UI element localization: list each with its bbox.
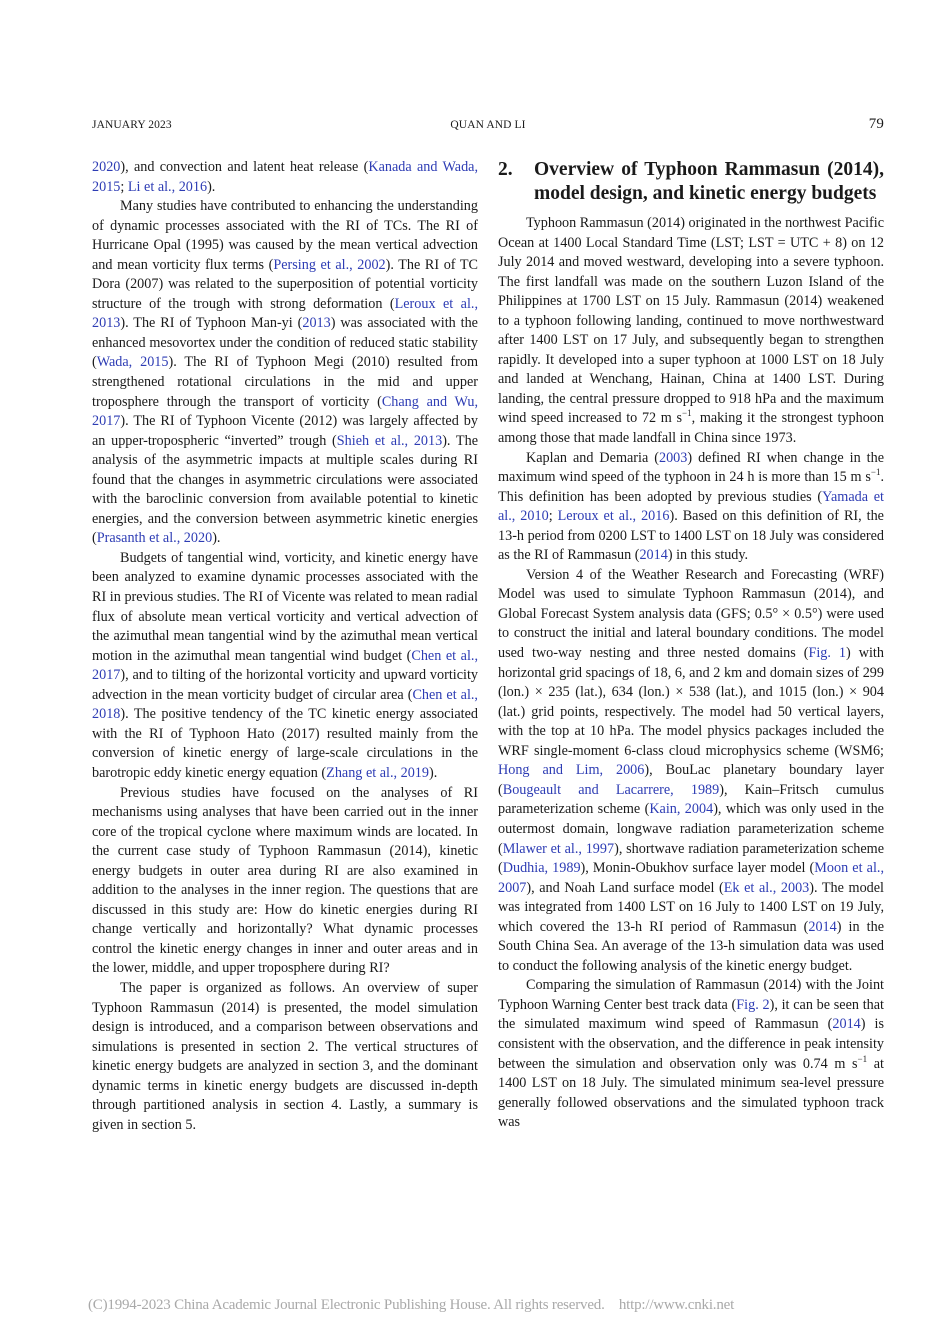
citation-link[interactable]: Leroux et al., 2016: [557, 508, 670, 525]
body-text: Kaplan and Demaria (: [526, 449, 659, 466]
citation-link[interactable]: 2013: [302, 315, 331, 332]
paragraph: [498, 566, 884, 976]
citation-link[interactable]: Yamada et al., 2010: [498, 488, 884, 525]
issue-date: JANUARY 2023: [92, 119, 172, 131]
body-text: . This definition has been adopted by previous studies (: [498, 469, 884, 505]
citation-link[interactable]: Fig. 1: [808, 645, 847, 662]
body-text: ) in the South China Sea. An average of the 13-h simulation data was used to conduct the following analysis of the kinetic energy budget.: [498, 918, 884, 974]
citation-link[interactable]: 2014: [808, 918, 837, 935]
paragraph: [498, 976, 884, 1132]
body-text: Previous studies have focused on the analyses of RI mechanisms using analyses that have been carried out in the inner core of the tropical cyclone where maximum winds are located. In the current case study of Typhoon Rammasun (2014), kinetic energy budgets in outer area during RI are also examined in addition to the analyses in the inner region. The questions that are discussed in this study are: How do kinetic energies during RI change vertically and horizontally? What dynamic processes control the kinetic energy changes in inner and outer areas and in the lower, middle, and upper troposphere during RI?: [92, 784, 478, 977]
citation-link[interactable]: Bougeault and Lacarrere, 1989: [502, 781, 720, 798]
citation-link[interactable]: Leroux et al., 2013: [92, 295, 478, 332]
citation-link[interactable]: Hong and Lim, 2006: [498, 762, 645, 779]
body-text: ), and Noah Land surface model (: [526, 879, 724, 896]
citation-link[interactable]: Prasanth et al., 2020: [96, 530, 213, 547]
body-text: ), and convection and latent heat release (: [120, 159, 369, 175]
citation-link[interactable]: 2020: [92, 159, 121, 175]
body-text: ). The RI of Typhoon Man-yi (: [120, 315, 303, 332]
right-column: [498, 158, 884, 1133]
copyright-footer: [88, 1297, 734, 1314]
paragraph: [92, 158, 478, 197]
citation-link[interactable]: Shieh et al., 2013: [336, 432, 443, 449]
superscript: −1: [857, 1053, 868, 1064]
body-text: ) in this study.: [667, 547, 749, 564]
paragraph: [92, 979, 478, 1135]
body-text: ), Kain–Fritsch cumulus parameterization scheme (: [498, 781, 884, 818]
citation-link[interactable]: Chen et al., 2017: [92, 647, 478, 684]
body-text: ). The RI of Typhoon Megi (2010) resulted from strengthened rotational circulations in the mid and upper troposphere through the transport of vorticity (: [92, 354, 478, 410]
body-text: ) defined RI when change in the maximum wind speed of the typhoon in 24 h is more than 15 m s: [498, 449, 884, 486]
citation-link[interactable]: Moon et al., 2007: [498, 860, 884, 896]
paragraph: [92, 197, 478, 549]
citation-link[interactable]: Fig. 2: [736, 996, 770, 1013]
body-text: ) with horizontal grid spacings of 18, 6, and 2 km and domain sizes of 299 (lon.) × 235 (lat.), 634 (lon.) × 538 (lat.), and 1015 (lon.) × 904 (lat.) grid points, respectively. The model had 50 vertical layers, with the top at 10 hPa. The model physics packages included the WRF single-moment 6-class cloud microphysics scheme (WSM6;: [498, 645, 884, 759]
paragraph: [92, 549, 478, 784]
citation-link[interactable]: Kain, 2004: [649, 801, 714, 818]
page-number: 79: [868, 116, 884, 132]
citation-link[interactable]: Dudhia, 1989: [502, 860, 581, 877]
body-text: ). The positive tendency of the TC kinetic energy associated with the RI of Typhoon Hato (2017) resulted mainly from the conversion of kinetic energy of large-scale circulations in the barotropic eddy kinetic energy equation (: [92, 706, 478, 781]
body-text: Comparing the simulation of Rammasun (2014) with the Joint Typhoon Warning Center best track data (: [498, 977, 884, 1013]
body-text: ). The RI of Typhoon Vicente (2012) was largely affected by an upper-tropospheric “inverted” trough (: [92, 413, 478, 449]
body-text: Budgets of tangential wind, vorticity, and kinetic energy have been analyzed to examine dynamic processes associated with the RI in previous studies. The RI of Vicente was related to mean radial flux of absolute mean vertical vorticity and vertical advection of the azimuthal mean tangential wind by the azimuthal mean vertical motion in the azimuthal mean tangential wind budget (: [92, 549, 478, 664]
body-text: ), Monin-Obukhov surface layer model (: [580, 860, 815, 877]
body-text: ).: [429, 764, 438, 781]
body-text: ), it can be seen that the simulated maximum wind speed of Rammasun (: [498, 996, 884, 1033]
body-text: ).: [212, 530, 221, 547]
body-text: , making it the strongest typhoon among those that made landfall in China since 1973.: [498, 410, 884, 447]
body-text: ). The model was integrated from 1400 LST on 16 July to 1400 LST on 19 July, which covered the 13-h RI period of Rammasun (: [498, 879, 884, 935]
section-number: 2.: [498, 159, 513, 180]
citation-link[interactable]: Zhang et al., 2019: [326, 764, 429, 781]
copyright-text: (C)1994-2023 China Academic Journal Electronic Publishing House. All rights reserved.: [88, 1297, 605, 1313]
paragraph: [498, 214, 884, 449]
body-text: ). The analysis of the asymmetric impacts at multiple scales during RI found that the changes in asymmetric circulations were associated with the baroclinic conversion from available potential to kinetic energies, and the conversion between asymmetric kinetic energies (: [92, 432, 478, 547]
body-text: The paper is organized as follows. An overview of super Typhoon Rammasun (2014) is presented, the model simulation design is introduced, and a comparison between observations and simulations is presented in section 2. The vertical structures of kinetic energy budgets are analyzed in section 3, and the dominant dynamic terms in kinetic energy budgets are discussed in-depth through partitioned analysis in section 4. Lastly, a summary is given in section 5.: [92, 979, 478, 1133]
body-text: ).: [207, 178, 216, 195]
body-text: Typhoon Rammasun (2014) originated in the northwest Pacific Ocean at 1400 Local Standard Time (LST; LST = UTC + 8) on 12 July 2014 and moved westward, developing into a severe typhoon. The first landfall was made on the southern Luzon Island of the Philippines at 1700 LST on 15 July. Rammasun (2014) weakened to a typhoon following landing, continued to move northwestward after 1400 LST on 17 July, and subsequently began to strengthen rapidly. It developed into a super typhoon at 1000 LST on 18 July and landed at Wenchang, Hainan, China at 1400 LST. During landing, the central pressure dropped to 918 hPa and the maximum wind speed increased to 72 m s: [498, 215, 884, 427]
body-text: ), which was only used in the outermost domain, longwave radiation parameterization scheme (: [498, 801, 884, 857]
citation-link[interactable]: Mlawer et al., 1997: [502, 840, 615, 857]
citation-link[interactable]: Chen et al., 2018: [92, 686, 478, 723]
right-column-body: [498, 214, 884, 1133]
paragraph: [92, 784, 478, 979]
body-text: at 1400 LST on 18 July. The simulated minimum sea-level pressure generally followed observations and the simulated typhoon track was: [498, 1055, 884, 1131]
paragraph: [498, 449, 884, 566]
superscript: −1: [870, 467, 881, 478]
body-text: ), BouLac planetary boundary layer (: [498, 762, 884, 798]
body-text: ) was associated with the enhanced mesovortex under the condition of reduced static stability (: [92, 315, 478, 371]
body-text: Version 4 of the Weather Research and Forecasting (WRF) Model was used to simulate Typhoon Rammasun (2014), and Global Forecast System analysis data (GFS; 0.5° × 0.5°) were used to construct the initial and lateral boundary conditions. The model used two-way nesting and three nested domains (: [498, 566, 884, 662]
body-text: ), and to tilting of the horizontal vorticity and upward vorticity advection in the mean vorticity budget of circular area (: [92, 667, 478, 703]
citation-link[interactable]: Persing et al., 2002: [273, 256, 386, 273]
body-text: ). The RI of TC Dora (2007) was related to the superposition of potential vorticity structure of the trough with strong deformation (: [92, 256, 478, 312]
section-title: Overview of Typhoon Rammasun (2014), model design, and kinetic energy budgets: [534, 159, 884, 204]
body-text: ) is consistent with the observation, and the difference in peak intensity between the simulation and observation only was 0.74 m s: [498, 1016, 884, 1072]
citation-link[interactable]: 2014: [832, 1016, 861, 1033]
citation-link[interactable]: Kanada and Wada, 2015: [92, 159, 479, 195]
left-column: [92, 158, 478, 1135]
authors-header: QUAN AND LI: [450, 119, 526, 131]
cnki-url: http://www.cnki.net: [618, 1297, 735, 1313]
body-text: ), shortwave radiation parameterization scheme (: [498, 840, 884, 877]
citation-link[interactable]: Li et al., 2016: [127, 178, 208, 195]
section-heading: [498, 158, 884, 206]
body-text: ;: [120, 178, 128, 195]
body-text: Many studies have contributed to enhancing the understanding of dynamic processes associated with the RI of TCs. The RI of Hurricane Opal (1995) was caused by the mean vertical advection and mean vorticity flux terms (: [92, 198, 478, 273]
citation-link[interactable]: Ek et al., 2003: [723, 879, 810, 896]
superscript: −1: [682, 408, 692, 419]
citation-link[interactable]: 2003: [658, 449, 688, 466]
running-head: [92, 116, 884, 135]
body-text: ). Based on this definition of RI, the 13-h period from 0200 LST to 1400 LST on 18 July was considered as the RI of Rammasun (: [498, 508, 884, 564]
citation-link[interactable]: 2014: [639, 547, 668, 564]
citation-link[interactable]: Wada, 2015: [96, 354, 169, 371]
body-text: ;: [548, 508, 558, 525]
citation-link[interactable]: Chang and Wu, 2017: [92, 393, 478, 430]
